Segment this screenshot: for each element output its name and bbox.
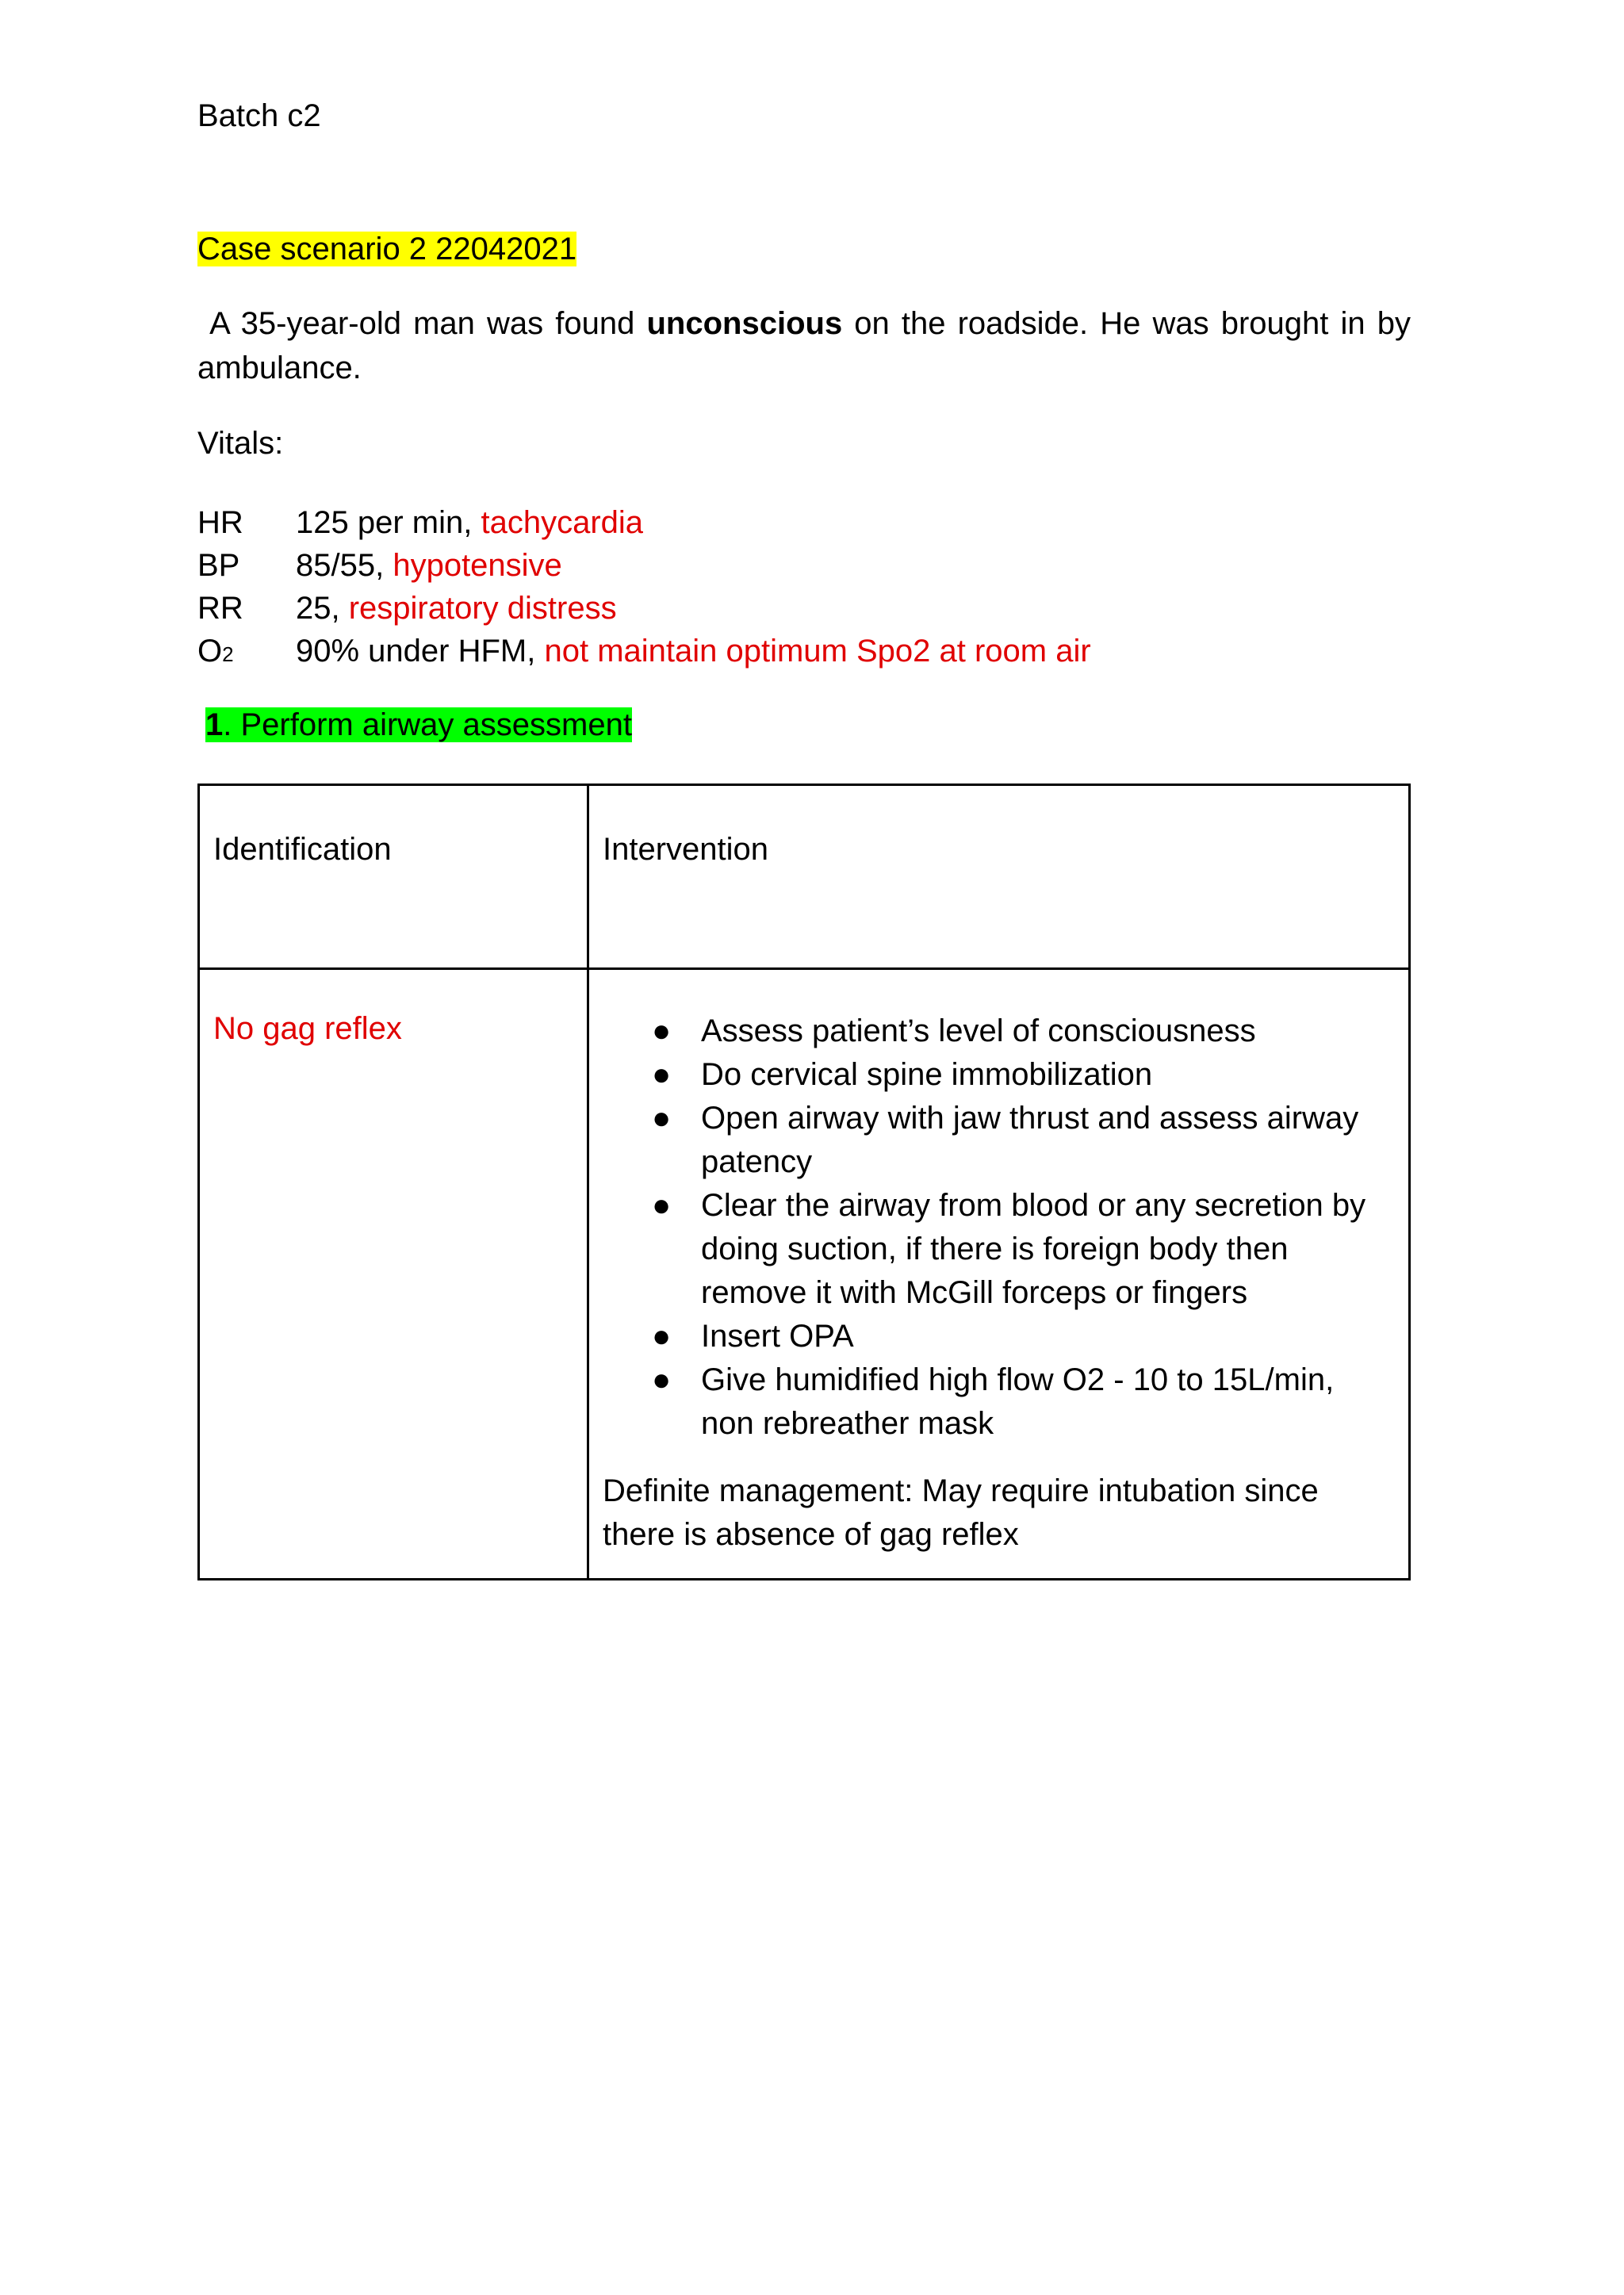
header-identification: Identification: [213, 832, 392, 867]
intro-bold: unconscious: [646, 306, 843, 341]
list-item: [603, 1097, 1396, 1184]
vital-name-subscript: 2: [222, 642, 234, 666]
vital-name-main: O: [197, 634, 223, 669]
list-item: [603, 1184, 1396, 1315]
task-heading-highlight: [205, 707, 632, 742]
list-item-text: Do cervical spine immobilization: [701, 1057, 1153, 1092]
bullet-icon: ●: [652, 1057, 672, 1092]
list-item-text: Open airway with jaw thrust and assess airway patency: [701, 1101, 1359, 1179]
vital-row-hr: [197, 501, 643, 544]
vital-row-bp: [197, 544, 562, 587]
bullet-icon: ●: [652, 1362, 672, 1397]
batch-label: Batch c2: [197, 98, 321, 133]
case-intro: [197, 301, 1411, 390]
vital-value: 25,: [296, 591, 349, 626]
table-row-divider: [200, 967, 1408, 970]
bullet-icon: ●: [652, 1013, 672, 1048]
bullet-icon: ●: [652, 1319, 672, 1354]
list-item-text: Assess patient’s level of consciousness: [701, 1013, 1256, 1048]
bullet-icon: ●: [652, 1188, 672, 1223]
list-item: [603, 1315, 1396, 1358]
airway-assessment-table: [197, 784, 1411, 1580]
vital-name: BP: [197, 548, 240, 583]
task-text: . Perform airway assessment: [223, 707, 632, 742]
table-column-divider: [587, 786, 589, 1578]
vital-row-o2: [197, 630, 1091, 676]
intro-part2: on the roadside. He was brought in by ambulance.: [197, 306, 1411, 385]
vital-value: 90% under HFM,: [296, 634, 545, 669]
task-number: 1: [205, 707, 224, 742]
list-item: [603, 1053, 1396, 1097]
vital-note: tachycardia: [481, 505, 644, 540]
list-item: [603, 1010, 1396, 1053]
identification-cell: No gag reflex: [213, 1011, 402, 1046]
vital-note: hypotensive: [393, 548, 562, 583]
list-item-text: Clear the airway from blood or any secretion by doing suction, if there is foreign body then remove it with McGill forceps or fingers: [701, 1188, 1366, 1310]
vital-name: HR: [197, 505, 243, 540]
vitals-label: Vitals:: [197, 426, 284, 461]
case-title-highlight: Case scenario 2 22042021: [197, 232, 577, 266]
case-title: [197, 230, 576, 268]
vital-row-rr: [197, 587, 617, 630]
list-item-text: Give humidified high flow O2 - 10 to 15L/min, non rebreather mask: [701, 1362, 1335, 1441]
intervention-list: [603, 1010, 1396, 1446]
vital-note: respiratory distress: [348, 591, 617, 626]
list-item-text: Insert OPA: [701, 1319, 854, 1354]
vital-note: not maintain optimum Spo2 at room air: [544, 634, 1091, 669]
header-intervention: Intervention: [603, 832, 769, 867]
vital-value: 125 per min,: [296, 505, 481, 540]
bullet-icon: ●: [652, 1101, 672, 1136]
list-item: [603, 1358, 1396, 1446]
vital-name: [197, 630, 296, 676]
vital-name: RR: [197, 591, 243, 626]
intro-part1: A 35-year-old man was found: [209, 306, 635, 341]
definite-management: Definite management: May require intubation since there is absence of gag reflex: [603, 1473, 1319, 1552]
task-heading: [205, 706, 632, 744]
vital-value: 85/55,: [296, 548, 393, 583]
